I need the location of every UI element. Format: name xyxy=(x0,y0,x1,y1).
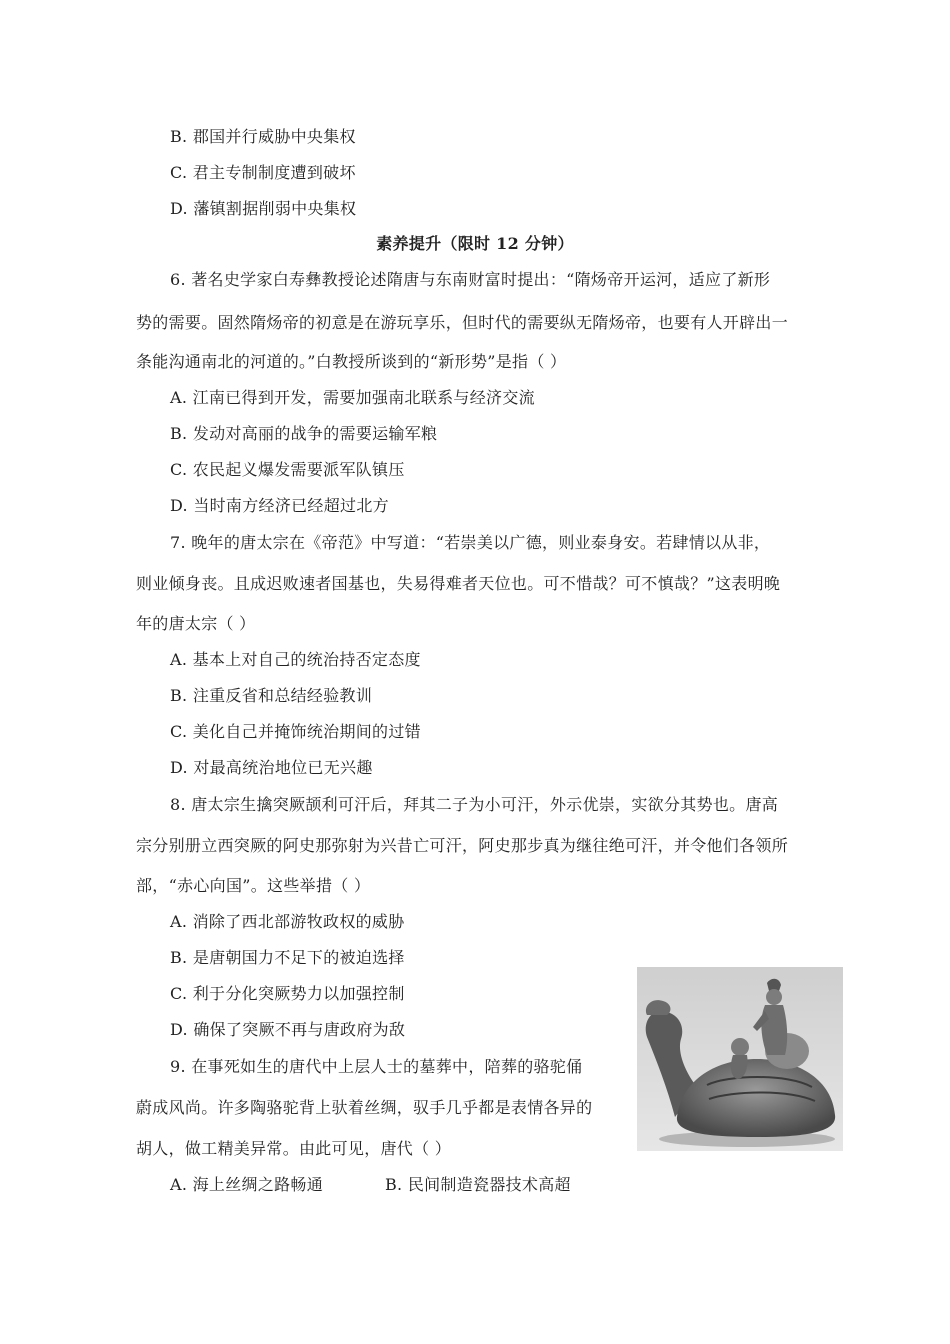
q5-option-b: B. 郡国并行威胁中央集权 xyxy=(170,127,356,146)
q7-option-b: B. 注重反省和总结经验教训 xyxy=(170,686,373,705)
q8-stem-line-2: 宗分别册立西突厥的阿史那弥射为兴昔亡可汗，阿史那步真为继往绝可汗，并令他们各领所 xyxy=(136,836,789,855)
q7-stem-line-2: 则业倾身丧。且成迟败速者国基也，失易得难者天位也。可不惜哉？可不慎哉？”这表明晚 xyxy=(136,574,781,593)
q5-option-d: D. 藩镇割据削弱中央集权 xyxy=(170,199,357,218)
q7-option-d: D. 对最高统治地位已无兴趣 xyxy=(170,758,373,777)
q7-option-a: A. 基本上对自己的统治持否定态度 xyxy=(170,650,421,669)
q8-stem-line-1: 8. 唐太宗生擒突厥颉利可汗后，拜其二子为小可汗，外示优崇，实欲分其势也。唐高 xyxy=(170,795,779,814)
q8-option-a: A. 消除了西北部游牧政权的威胁 xyxy=(170,912,405,931)
section-heading: 素养提升（限时 12 分钟） xyxy=(376,234,574,253)
q7-stem-line-3: 年的唐太宗（ ） xyxy=(136,614,256,633)
q6-stem-line-2: 势的需要。固然隋炀帝的初意是在游玩享乐，但时代的需要纵无隋炀帝，也要有人开辟出一 xyxy=(136,313,789,332)
q6-option-a: A. 江南已得到开发，需要加强南北联系与经济交流 xyxy=(170,388,535,407)
q6-option-b: B. 发动对高丽的战争的需要运输军粮 xyxy=(170,424,438,443)
q6-stem-line-1: 6. 著名史学家白寿彝教授论述隋唐与东南财富时提出：“隋炀帝开运河，适应了新形 xyxy=(170,270,771,289)
q8-option-b: B. 是唐朝国力不足下的被迫选择 xyxy=(170,948,405,967)
q8-option-d: D. 确保了突厥不再与唐政府为敌 xyxy=(170,1020,406,1039)
q9-option-a: A. 海上丝绸之路畅通 xyxy=(170,1175,324,1194)
q9-stem-line-3: 胡人，做工精美异常。由此可见，唐代（ ） xyxy=(136,1139,452,1158)
camel-figurine-image xyxy=(637,967,843,1151)
q8-stem-line-3: 部，“赤心向国”。这些举措（ ） xyxy=(136,876,371,895)
q9-stem-line-2: 蔚成风尚。许多陶骆驼背上驮着丝绸，驭手几乎都是表情各异的 xyxy=(136,1098,593,1117)
q6-option-c: C. 农民起义爆发需要派军队镇压 xyxy=(170,460,405,479)
q7-option-c: C. 美化自己并掩饰统治期间的过错 xyxy=(170,722,421,741)
q6-option-d: D. 当时南方经济已经超过北方 xyxy=(170,496,389,515)
camel-figurine-photo xyxy=(637,967,843,1151)
q8-option-c: C. 利于分化突厥势力以加强控制 xyxy=(170,984,405,1003)
q6-stem-line-3: 条能沟通南北的河道的。”白教授所谈到的“新形势”是指（ ） xyxy=(136,352,567,371)
q9-stem-line-1: 9. 在事死如生的唐代中上层人士的墓葬中，陪葬的骆驼俑 xyxy=(170,1057,583,1076)
q7-stem-line-1: 7. 晚年的唐太宗在《帝范》中写道：“若崇美以广德，则业泰身安。若肆情以从非， xyxy=(170,533,771,552)
q5-option-c: C. 君主专制制度遭到破坏 xyxy=(170,163,356,182)
q9-option-b: B. 民间制造瓷器技术高超 xyxy=(385,1175,571,1194)
